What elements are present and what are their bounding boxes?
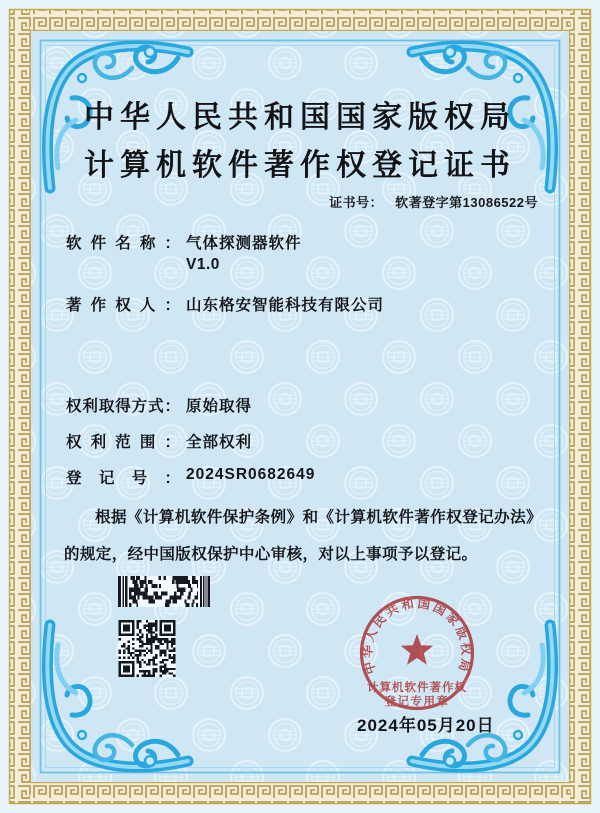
field-label: 软件名称： — [66, 235, 180, 252]
seal-arc-text: 中华人民共和国国家版权局 — [360, 596, 474, 676]
field-value: 全部权利 — [186, 434, 253, 451]
registration-statement: 根据《计算机软件保护条例》和《计算机软件著作权登记办法》的规定，经中国版权保护中心审核，对以上事项予以登记。 — [64, 509, 542, 563]
issue-date: 2024年05月20日 — [357, 716, 495, 735]
barcode-2d-icon — [118, 576, 210, 607]
field-copyright-owner — [66, 293, 385, 315]
field-value: 2024SR0682649 — [186, 466, 316, 483]
official-seal — [342, 578, 492, 728]
field-version-value: V1.0 — [186, 256, 220, 273]
field-value: 气体探测器软件 — [186, 235, 302, 252]
field-value: 原始取得 — [186, 398, 253, 415]
authority-title: 中华人民共和国国家版权局 — [84, 101, 516, 134]
certificate-number-label: 证书号： — [329, 195, 384, 210]
certificate-number — [329, 192, 538, 211]
field-label: 著作权人： — [66, 297, 180, 314]
certificate-number-value: 软著登字第13086522号 — [395, 195, 538, 210]
red-star-icon — [401, 634, 433, 665]
field-label: 权利范围： — [66, 434, 180, 451]
field-label: 登记号： — [66, 470, 180, 487]
document-title: 计算机软件著作权登记证书 — [84, 149, 516, 182]
field-acquisition-method — [66, 394, 253, 416]
seal-line1: 计算机软件著作权 — [367, 682, 467, 694]
seal-line2: 登记专用章 — [384, 696, 450, 708]
field-rights-scope — [66, 430, 253, 452]
qr-code-icon — [118, 620, 176, 677]
field-label: 权利取得方式： — [66, 398, 180, 415]
field-software-name — [66, 231, 302, 273]
field-value: 山东格安智能科技有限公司 — [186, 297, 385, 314]
field-registration-number — [66, 466, 316, 488]
